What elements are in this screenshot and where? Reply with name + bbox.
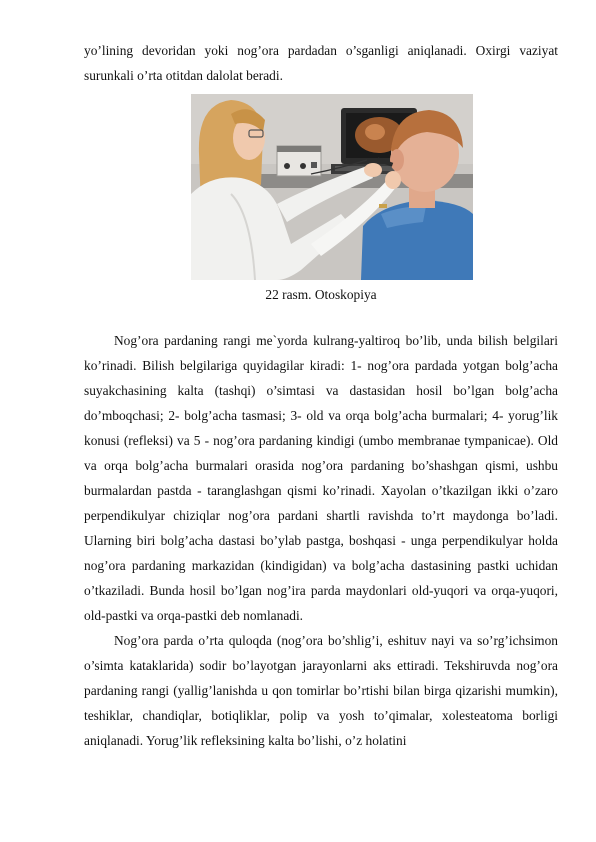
paragraph-intro: yo’lining devoridan yoki nog’ora pardadan o’sganligi aniqlanadi. Oxirgi vaziyat surunkali o’rta otitdan dalolat beradi. xyxy=(84,43,558,83)
otoscopy-photo xyxy=(191,94,473,280)
otoscope-unit xyxy=(277,146,321,176)
paragraph-eardrum-color: Nog’ora pardaning rangi me`yorda kulrang-yaltiroq bo’lib, unda bilish belgilari ko’rinadi. Bilish belgilariga quyidagilar kiradi: 1- nog’ora pardada yotgan bolg’acha suyakchasining kalta (tashqi) o’simtasi va dastasidan hosil bo’lgan bolg’acha do’mboqchasi; 2- bolg’acha tasmasi; 3- old va orqa bolg’acha burmalari; 4- yorug’lik konusi (refleksi) va 5 - nog’ora pardaning kindigi (umbo membranae tympanicae). Old va orqa bolg’acha burmalari orasida nog’ora pardaning bo’shashgan qismi, ushbu burmalardan pastda - taranglashgan qismi ko’rinadi. Xayolan o’tkazilgan ikki o’zaro perpendikulyar chiziqlar nog’ora pardani shartli ravishda to’rt maydonga bo’ladi. Ularning biri bolg’acha dastasi bo’ylab pastga, boshqasi - unga perpendikulyar holda nog’ora pardaning markazidan (kindigidan) va bolg’acha dastasining pastki uchidan o’tkaziladi. Bunda hosil bo’lgan nog’ira parda maydonlari old-yuqori va orqa-yuqori, old-pastki va orqa-pastki deb nomlanadi. xyxy=(84,333,558,623)
document-page xyxy=(84,38,558,753)
figure-caption: 22 rasm. Otoskopiya xyxy=(265,287,377,302)
paragraph-middle-ear: Nog’ora parda o’rta quloqda (nog’ora bo’shlig’i, eshituv nayi va so’rg’ichsimon o’simta kataklarida) sodir bo’layotgan jarayonlarni aks ettiradi. Tekshiruvda nog’ora pardaning rangi (yallig’lanishda u qon tomirlar bo’rtishi bilan birga qizarishi mumkin), teshiklar, chandiqlar, botiqliklar, polip va yosh to’qimalar, xolesteatoma borligi aniqlanadi. Yorug’lik refleksining kalta bo’lishi, o’z holatini xyxy=(84,633,558,748)
otoscopy-illustration xyxy=(191,94,473,280)
spacer xyxy=(84,306,558,328)
